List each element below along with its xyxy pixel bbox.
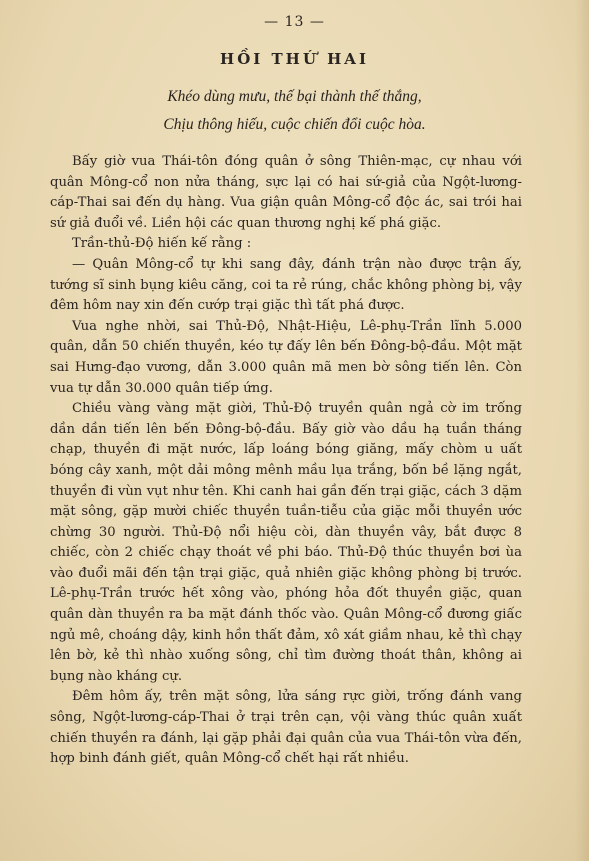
paragraph-quote: — Quân Mông-cổ tự khi sang đây, đánh trận nào được trận ấy, tướng sĩ sinh bụng kiêu căng, coi ta rẻ rúng, chắc không phòng bị, vậy đêm hôm nay xin đến cướp trại giặc thì tất phá được. — [50, 256, 522, 314]
chapter-body — [50, 152, 522, 770]
paragraph: Chiều vàng vàng mặt giời, Thủ-Độ truyền quân ngả cờ im trống dần dần tiến lên bến Đông-bộ-đầu. Bấy giờ vào dầu hạ tuần tháng chạp, thuyền đi mặt nước, lấp loáng bóng giăng, mấy chòm u uất bóng cây xanh, một dải mông mênh mầu lụa trắng, bốn bề lặng ngắt, thuyền đi vùn vụt như tên. Khi canh hai gần đến trại giặc, cách 3 dặm mặt sông, gặp mười chiếc thuyền tuần-tiễu của giặc mỗi thuyền ước chừng 30 người. Thủ-Độ nổi hiệu còi, dàn thuyền vây, bắt được 8 chiếc, còn 2 chiếc chạy thoát về phi báo. Thủ-Độ thúc thuyền bơi ùa vào đuổi mãi đến tận trại giặc, quả nhiên giặc không phòng bị trước. Lê-phụ-Trần trước hết xông vào, phóng hỏa đốt thuyền giặc, quan quân dàn thuyền ra ba mặt đánh thốc vào. Quân Mông-cổ đương giấc ngủ mê, choáng dậy, kinh hồn thất đảm, xô xát giầm nhau, kẻ thì chạy lên bờ, kẻ thì nhào xuống sông, chỉ tìm đường thoát thân, không ai bụng nào kháng cự. — [50, 401, 522, 684]
page-number: — 13 — — [264, 14, 325, 30]
page-edge-shadow — [575, 0, 589, 861]
chapter-title: HỒI THỨ HAI — [220, 50, 369, 68]
paragraph: Đêm hôm ấy, trên mặt sông, lửa sáng rực giời, trống đánh vang sông, Ngột-lương-cáp-Thai ở trại trên cạn, vội vàng thúc quân xuất chiến thuyền ra đánh, lại gặp phải đại quân của vua Thái-tôn vừa đến, hợp binh đánh giết, quân Mông-cổ chết hại rất nhiều. — [50, 689, 522, 767]
paragraph: Vua nghe nhời, sai Thủ-Độ, Nhật-Hiệu, Lê-phụ-Trần lĩnh 5.000 quân, dẫn 50 chiến thuyền, kéo tự đấy lên bến Đông-bộ-đầu. Một mặt sai Hưng-đạo vương, dẫn 3.000 quân mã men bờ sông tiến lên. Còn vua tự dẫn 30.000 quân tiếp ứng. — [50, 318, 522, 396]
couplet-line-1: Khéo dùng mưu, thế bại thành thế thắng, — [167, 88, 422, 105]
couplet-line-2: Chịu thông hiếu, cuộc chiến đổi cuộc hòa. — [163, 116, 426, 133]
paragraph: Trần-thủ-Độ hiến kế rằng : — [72, 236, 252, 252]
paragraph: Bấy giờ vua Thái-tôn đóng quân ở sông Thiên-mạc, cự nhau với quân Mông-cổ non nửa tháng, sực lại có hai sứ-giả của Ngột-lương-cáp-Thai sai đến dụ hàng. Vua giận quân Mông-cổ độc ác, sai trói hai sứ giả đuổi về. Liền hội các quan thương nghị kế phá giặc. — [50, 154, 522, 231]
